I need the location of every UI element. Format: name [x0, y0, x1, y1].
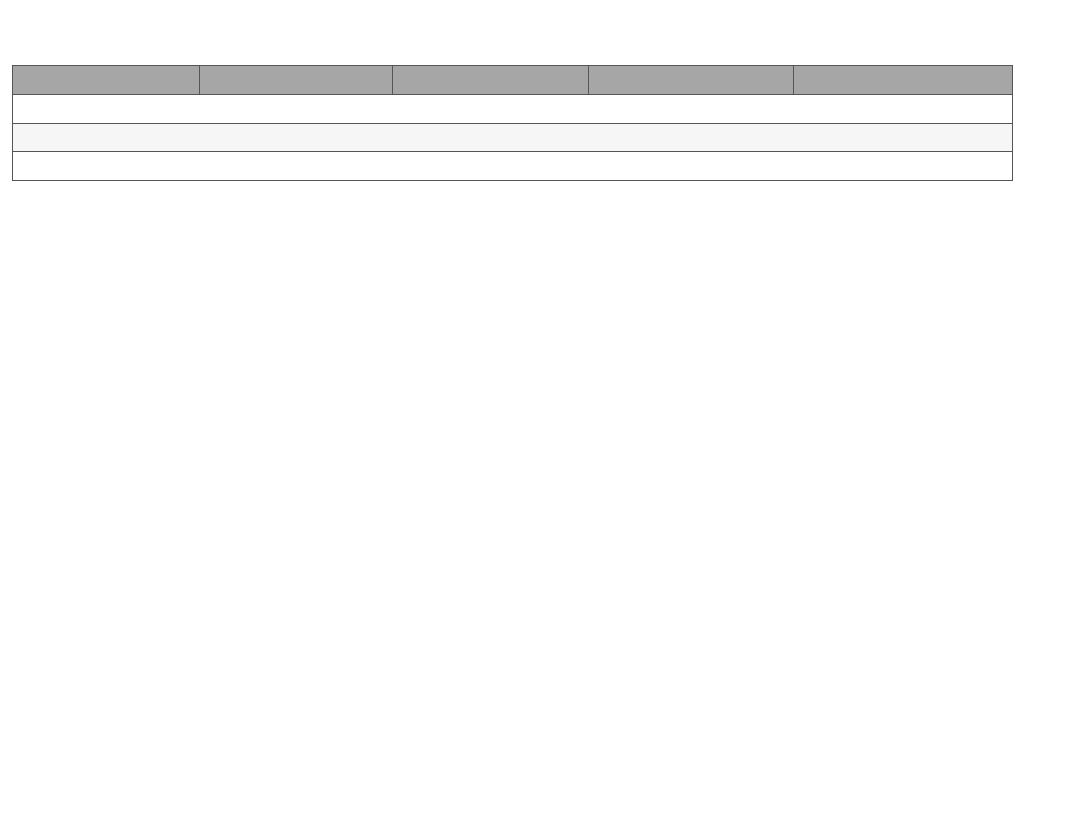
row-config-heading: [13, 152, 1013, 181]
return-label: [13, 95, 1013, 124]
whole-plot-row: [13, 123, 1013, 152]
header-2018: [393, 66, 589, 95]
row-config-heading-row: [13, 152, 1013, 181]
header-row: [13, 66, 1013, 95]
header-3yr-ave: [794, 66, 1013, 95]
header-2017: [200, 66, 393, 95]
whole-plot-heading: [13, 123, 1013, 152]
return-label-row: [13, 95, 1013, 124]
header-2019: [589, 66, 794, 95]
header-treatment: [13, 66, 200, 95]
results-table: [12, 65, 1013, 181]
